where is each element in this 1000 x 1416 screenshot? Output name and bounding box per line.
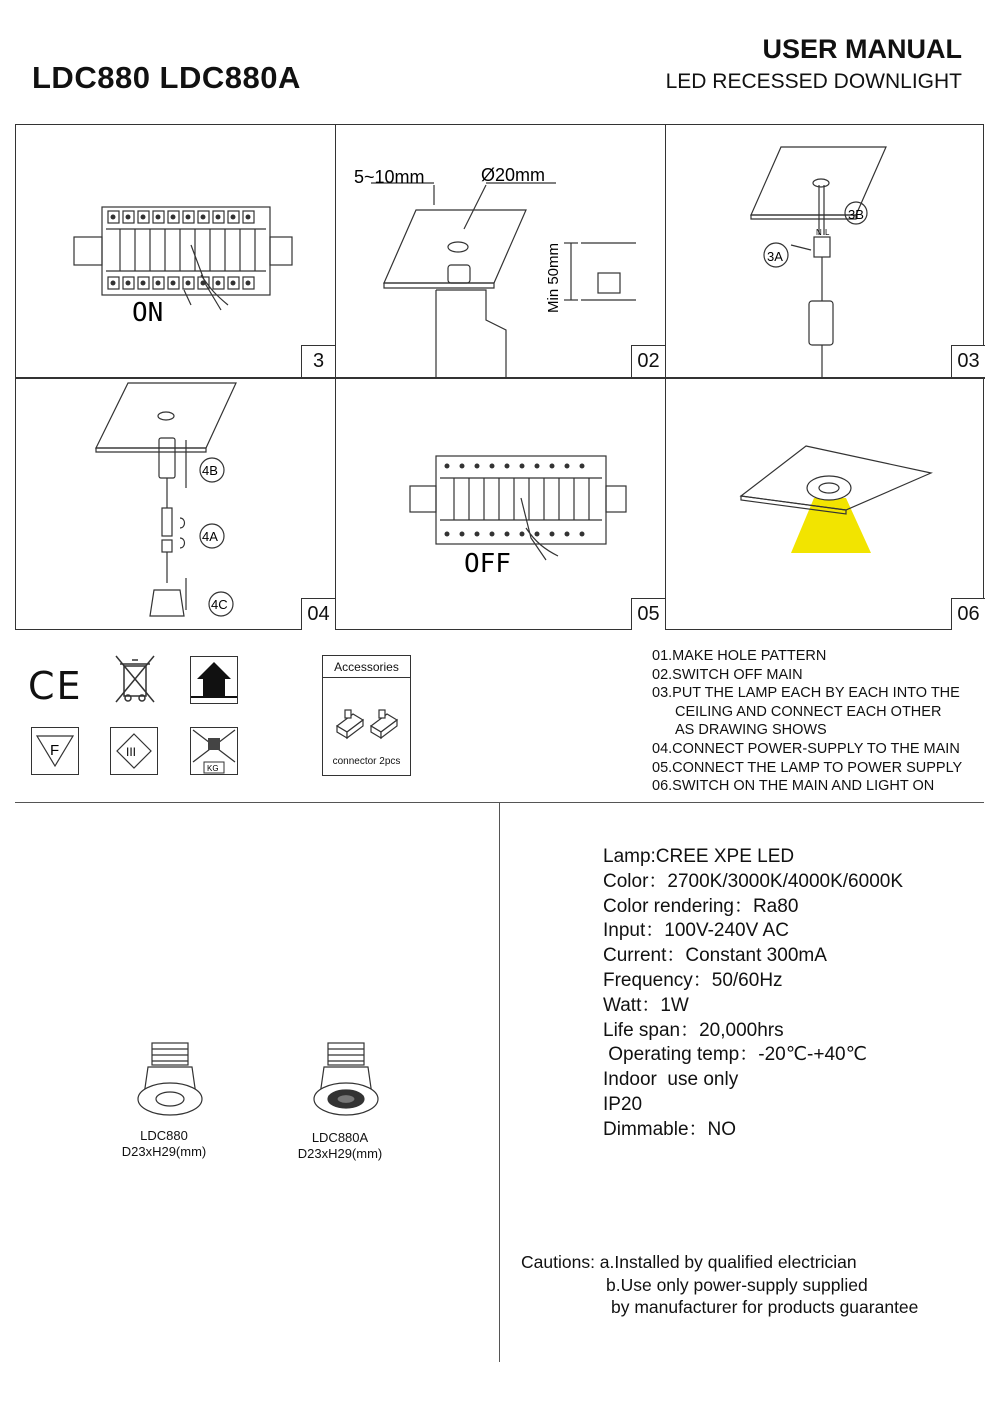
switchboard-off-illustration (336, 378, 666, 630)
instruction-line: 02.SWITCH OFF MAIN (652, 666, 803, 683)
product-name: LDC880A (311, 1130, 369, 1145)
installation-steps-grid (15, 124, 984, 630)
indoor-use-icon (190, 656, 238, 704)
step-number: 3 (301, 345, 335, 377)
wire-l-label: L (825, 228, 830, 237)
product-ldc880a (280, 1130, 400, 1162)
svg-text:III: III (126, 745, 137, 759)
step-number: 05 (631, 598, 665, 630)
callout-4a: 4A (202, 529, 218, 544)
ldc880-product-illustration (130, 1035, 210, 1120)
model-title: LDC880 LDC880A (32, 60, 301, 95)
product-ldc880 (104, 1128, 224, 1160)
instruction-line: 03.PUT THE LAMP EACH BY EACH INTO THE (652, 685, 960, 702)
callout-4c: 4C (211, 597, 228, 612)
accessories-title: Accessories (323, 656, 410, 678)
wire-n-label: N (816, 228, 822, 237)
connect-wires-illustration (666, 125, 985, 378)
product-size: D23xH29(mm) (297, 1146, 383, 1161)
dim-depth-label: 5~10mm (354, 167, 425, 187)
step-number: 06 (951, 598, 985, 630)
svg-text:F: F (50, 742, 60, 759)
power-supply-illustration (16, 378, 336, 630)
accessories-box (322, 655, 411, 776)
panel-hole-pattern (336, 125, 666, 378)
hole-pattern-illustration (336, 125, 666, 378)
column-divider (499, 802, 500, 1362)
cautions (521, 1251, 918, 1319)
dim-hole-label: Ø20mm (481, 165, 546, 185)
spec-line: Current：Constant 300mA (603, 945, 827, 967)
callout-4b: 4B (202, 463, 218, 478)
spec-line: Color：2700K/3000K/4000K/6000K (603, 870, 904, 892)
spec-line: Lamp:CREE XPE LED (603, 846, 795, 867)
caution-line: by manufacturer for products guarantee (611, 1297, 919, 1317)
insulation-kg-icon (190, 727, 238, 775)
class-iii-icon (110, 727, 158, 775)
accessories-caption: connector 2pcs (332, 756, 401, 767)
panel-switch-on (16, 125, 336, 378)
instruction-line: CEILING AND CONNECT EACH OTHER (675, 703, 942, 720)
instruction-line: 01.MAKE HOLE PATTERN (652, 648, 827, 664)
svg-text:KG: KG (207, 764, 219, 773)
step-number: 03 (951, 345, 985, 377)
spec-line: Frequency：50/60Hz (603, 969, 783, 991)
step-number: 02 (631, 345, 665, 377)
spec-line: Dimmable：NO (603, 1118, 737, 1140)
callout-3a: 3A (767, 249, 783, 264)
grid-divider (16, 378, 985, 379)
step-number: 04 (301, 598, 335, 630)
spec-line: Input：100V-240V AC (603, 920, 789, 942)
switch-on-label: ON (132, 298, 164, 328)
switchboard-on-illustration (16, 125, 336, 378)
specifications (603, 845, 903, 1143)
panel-switch-off (336, 378, 666, 630)
caution-line: Cautions: a.Installed by qualified electrician (521, 1252, 857, 1272)
panel-power-supply (16, 378, 336, 630)
spec-line: Watt：1W (603, 994, 689, 1016)
panel-light-on (666, 378, 985, 630)
product-size: D23xH29(mm) (121, 1144, 207, 1159)
spec-line: Color rendering：Ra80 (603, 895, 799, 917)
instruction-line: 06.SWITCH ON THE MAIN AND LIGHT ON (652, 778, 935, 795)
ldc880a-product-illustration (306, 1035, 386, 1120)
connector-icon (333, 704, 403, 744)
spec-line: Operating temp：-20℃-+40℃ (603, 1044, 867, 1066)
document-subtitle: LED RECESSED DOWNLIGHT (665, 70, 962, 93)
dim-min-label: Min 50mm (545, 242, 562, 313)
instruction-line: 05.CONNECT THE LAMP TO POWER SUPPLY (652, 759, 963, 776)
installation-instructions (652, 647, 962, 796)
light-beam (791, 498, 871, 553)
caution-line: b.Use only power-supply supplied (606, 1274, 868, 1295)
document-title: USER MANUAL (762, 34, 962, 64)
callout-3b: 3B (848, 207, 864, 222)
product-name: LDC880 (140, 1128, 188, 1143)
switch-off-label: OFF (464, 549, 511, 579)
f-mark-icon (31, 727, 79, 775)
instruction-line: 04.CONNECT POWER-SUPPLY TO THE MAIN (652, 740, 960, 757)
light-on-illustration (666, 378, 985, 630)
instruction-line: AS DRAWING SHOWS (675, 722, 827, 739)
panel-connect-wires (666, 125, 985, 378)
weee-bin-icon (110, 652, 160, 708)
ce-mark: CE (28, 664, 83, 708)
spec-line: Indoor use only (603, 1069, 739, 1091)
spec-line: Life span：20,000hrs (603, 1019, 784, 1041)
spec-line: IP20 (603, 1093, 643, 1115)
